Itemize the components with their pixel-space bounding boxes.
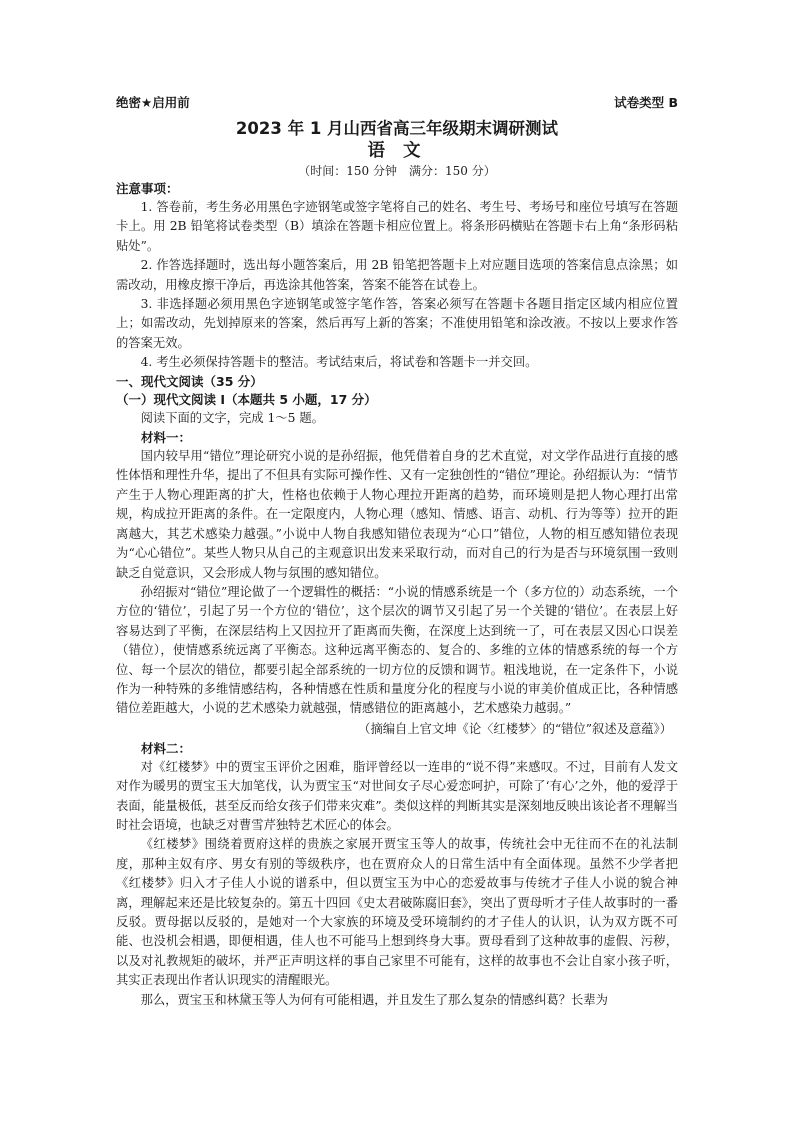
material-1-paragraph: 孙绍振对“错位”理论做了一个逻辑性的概括：“小说的情感系统是一个（多方位的）动态系统，一个方位的‘错位’，引起了另一个方位的‘错位’，这个层次的调节又引起了另一个关键的‘错位’。在表层上好容易达到了平衡，在深层结构上又因拉开了距离而失衡，在深度上达到统一了，可在表层又因心口误差（错位），使情感系统远离了平衡态。这种远离平衡态的、复合的、多维的立体的情感系统的每一个方位、每一个层次的错位，都要引起全部系统的一切方位的反馈和调节。粗浅地说，在一定条件下，小说作为一种特殊的多维情感结构，各种情感在性质和量度分化的程度与小说的审美价值成正比，各种情感错位差距越大，小说的艺术感染力就越强，情感错位的距离越小，艺术感染力越弱。” (116, 584, 678, 716)
section-heading: 一、现代文阅读（35 分） (116, 373, 263, 389)
confidential-mark: 绝密★启用前 (116, 95, 190, 110)
material-1-label: 材料一： (141, 430, 192, 446)
notice-item-1: 1. 答卷前，考生务必用黑色字迹钢笔或签字笔将自己的姓名、考生号、考场号和座位号填写在答题卡上。用 2B 铅笔将试卷类型（B）填涂在答题卡相应位置上。将条形码横贴在答题卡右上角“条形码粘贴处”。 (116, 200, 678, 253)
subject-title: 语 文 (367, 141, 427, 161)
page-header (116, 94, 678, 112)
notice-item-2: 2. 作答选择题时，选出每小题答案后，用 2B 铅笔把答题卡上对应题目选项的答案信息点涂黑；如需改动，用橡皮擦干净后，再选涂其他答案，答案不能答在试卷上。 (116, 258, 678, 292)
subsection-heading: （一）现代文阅读 Ⅰ（本题共 5 小题，17 分） (116, 391, 377, 407)
notice-heading: 注意事项： (116, 181, 179, 196)
material-2-label: 材料二： (141, 740, 192, 756)
reading-instruction: 阅读下面的文字，完成 1～5 题。 (140, 410, 324, 425)
notice-item-3: 3. 非选择题必须用黑色字迹钢笔或签字笔作答，答案必须写在答题卡各题目指定区域内相应位置上；如需改动，先划掉原来的答案，然后再写上新的答案；不准使用铅笔和涂改液。不按以上要求作答的答案无效。 (116, 297, 678, 350)
material-2-paragraph: 《红楼梦》围绕着贾府这样的贵族之家展开贾宝玉等人的故事，传统社会中无往而不在的礼法制度，那种主奴有序、男女有别的等级秩序，也在贾府众人的日常生活中有全面体现。虽然不少学者把《红楼梦》归入才子佳人小说的谱系中，但以贾宝玉为中心的恋爱故事与传统才子佳人小说的貌合神离，理解起来还是比较复杂的。第五十四回《史太君破陈腐旧套》，突出了贾母听才子佳人故事时的一番反驳。贾母据以反驳的，是她对一个大家族的环境及受环境制约的才子佳人的认识，认为双方既不可能、也没机会相遇，即便相遇，佳人也不可能马上想到终身大事。贾母看到了这种故事的虚假、污秽，以及对礼教规矩的破坏，并严正声明这样的事自己家里不可能有，这样的故事也不会让自家小孩子听，其实正表现出作者认识现实的清醒眼光。 (116, 837, 678, 988)
material-1-source: （摘编自上官文坤《论〈红楼梦〉的“错位”叙述及意蕴》） (358, 721, 672, 736)
time-info: （时间：150 分钟 满分：150 分） (298, 164, 496, 178)
notice-item-4: 4. 考生必须保持答题卡的整洁。考试结束后，将试卷和答题卡一并交回。 (140, 355, 538, 370)
material-2-paragraph: 那么，贾宝玉和林黛玉等人为何有可能相遇，并且发生了那么复杂的情感纠葛？长辈为 (140, 992, 608, 1007)
exam-title: 2023 年 1 月山西省高三年级期末调研测试 (235, 119, 559, 138)
paper-type: 试卷类型 B (614, 95, 678, 110)
material-1-paragraph: 国内较早用“错位”理论研究小说的是孙绍振，他凭借着自身的艺术直觉，对文学作品进行直接的感性体悟和理性升华，提出了不但具有实际可操作性、又有一定独创性的“错位”理论。孙绍振认为：“情节产生于人物心理距离的扩大，性格也依赖于人物心理拉开距离的趋势，而环境则是把人物心理打出常规，构成拉开距离的条件。在一定限度内，人物心理（感知、情感、语言、动机、行为等等）拉开的距离越大，其艺术感染力越强。”小说中人物自我感知错位表现为“心口”错位，人物的相互感知错位表现为“心心错位”。某些人物只从自己的主观意识出发来采取行动，而对自己的行为是否与环境氛围一致则缺乏自觉意识，又会形成人物与氛围的感知错位。 (116, 449, 678, 580)
material-2-paragraph: 对《红楼梦》中的贾宝玉评价之困难，脂评曾经以一连串的“说不得”来感叹。不过，目前有人发文对作为暖男的贾宝玉大加笔伐，认为贾宝玉“对世间女子尽心爱恋呵护，可除了‘有心’之外，他的爱浮于表面，能量极低，甚至反而给女孩子们带来灾难”。类似这样的判断其实是深刻地反映出该论者不理解当时社会语境，也缺乏对曹雪芹独特艺术匠心的体会。 (116, 759, 678, 832)
